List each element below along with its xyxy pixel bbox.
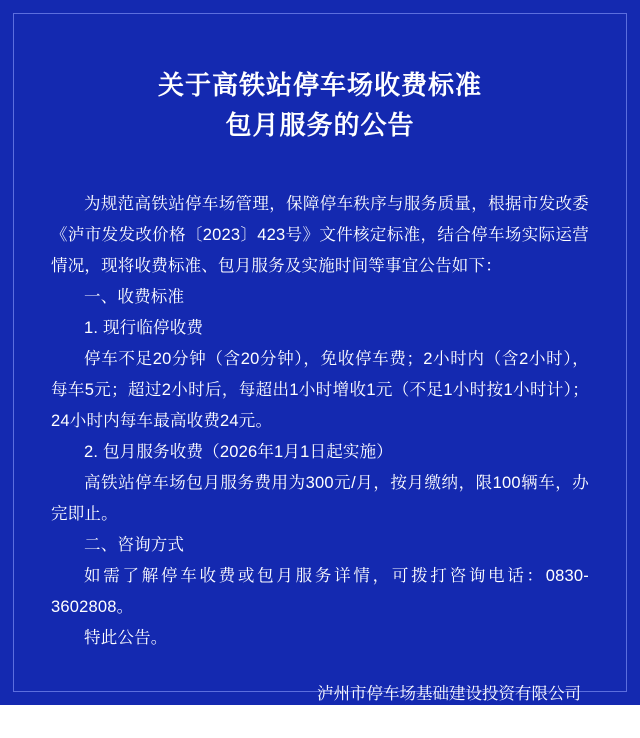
page-title-line-2: 包月服务的公告	[225, 110, 415, 140]
page-title	[51, 65, 589, 145]
body-paragraph-contact: 如需了解停车收费或包月服务详情，可拨打咨询电话：0830-3602808。	[51, 567, 589, 616]
body-paragraph-section-1-heading: 一、收费标准	[84, 288, 185, 306]
poster-content	[13, 13, 627, 732]
page-title-line-1: 关于高铁站停车场收费标准	[157, 70, 482, 100]
body-paragraph-intro: 为规范高铁站停车场管理，保障停车秩序与服务质量，根据市发改委《泸市发发改价格〔2023〕423号》文件核定标准，结合停车场实际运营情况，现将收费标准、包月服务及实施时间等事宜公告如下：	[51, 195, 589, 275]
body-paragraph-item-1-detail: 停车不足20分钟（含20分钟），免收停车费；2小时内（含2小时），每车5元；超过2小时后，每超出1小时增收1元（不足1小时按1小时计）；24小时内每车最高收费24元。	[51, 350, 589, 430]
announcement-body	[51, 189, 589, 654]
body-paragraph-section-2-heading: 二、咨询方式	[84, 536, 185, 554]
signature-date: 2025年12月20日	[458, 714, 581, 732]
body-paragraph-item-2-detail: 高铁站停车场包月服务费用为300元/月，按月缴纳，限100辆车，办完即止。	[51, 474, 589, 523]
body-paragraph-item-1-heading: 1. 现行临停收费	[84, 319, 204, 337]
signature-organization: 泸州市停车场基础建设投资有限公司	[317, 685, 581, 703]
body-paragraph-closing: 特此公告。	[84, 629, 168, 647]
signature-block	[51, 680, 589, 738]
body-paragraph-item-2-heading: 2. 包月服务收费（2026年1月1日起实施）	[84, 443, 394, 461]
